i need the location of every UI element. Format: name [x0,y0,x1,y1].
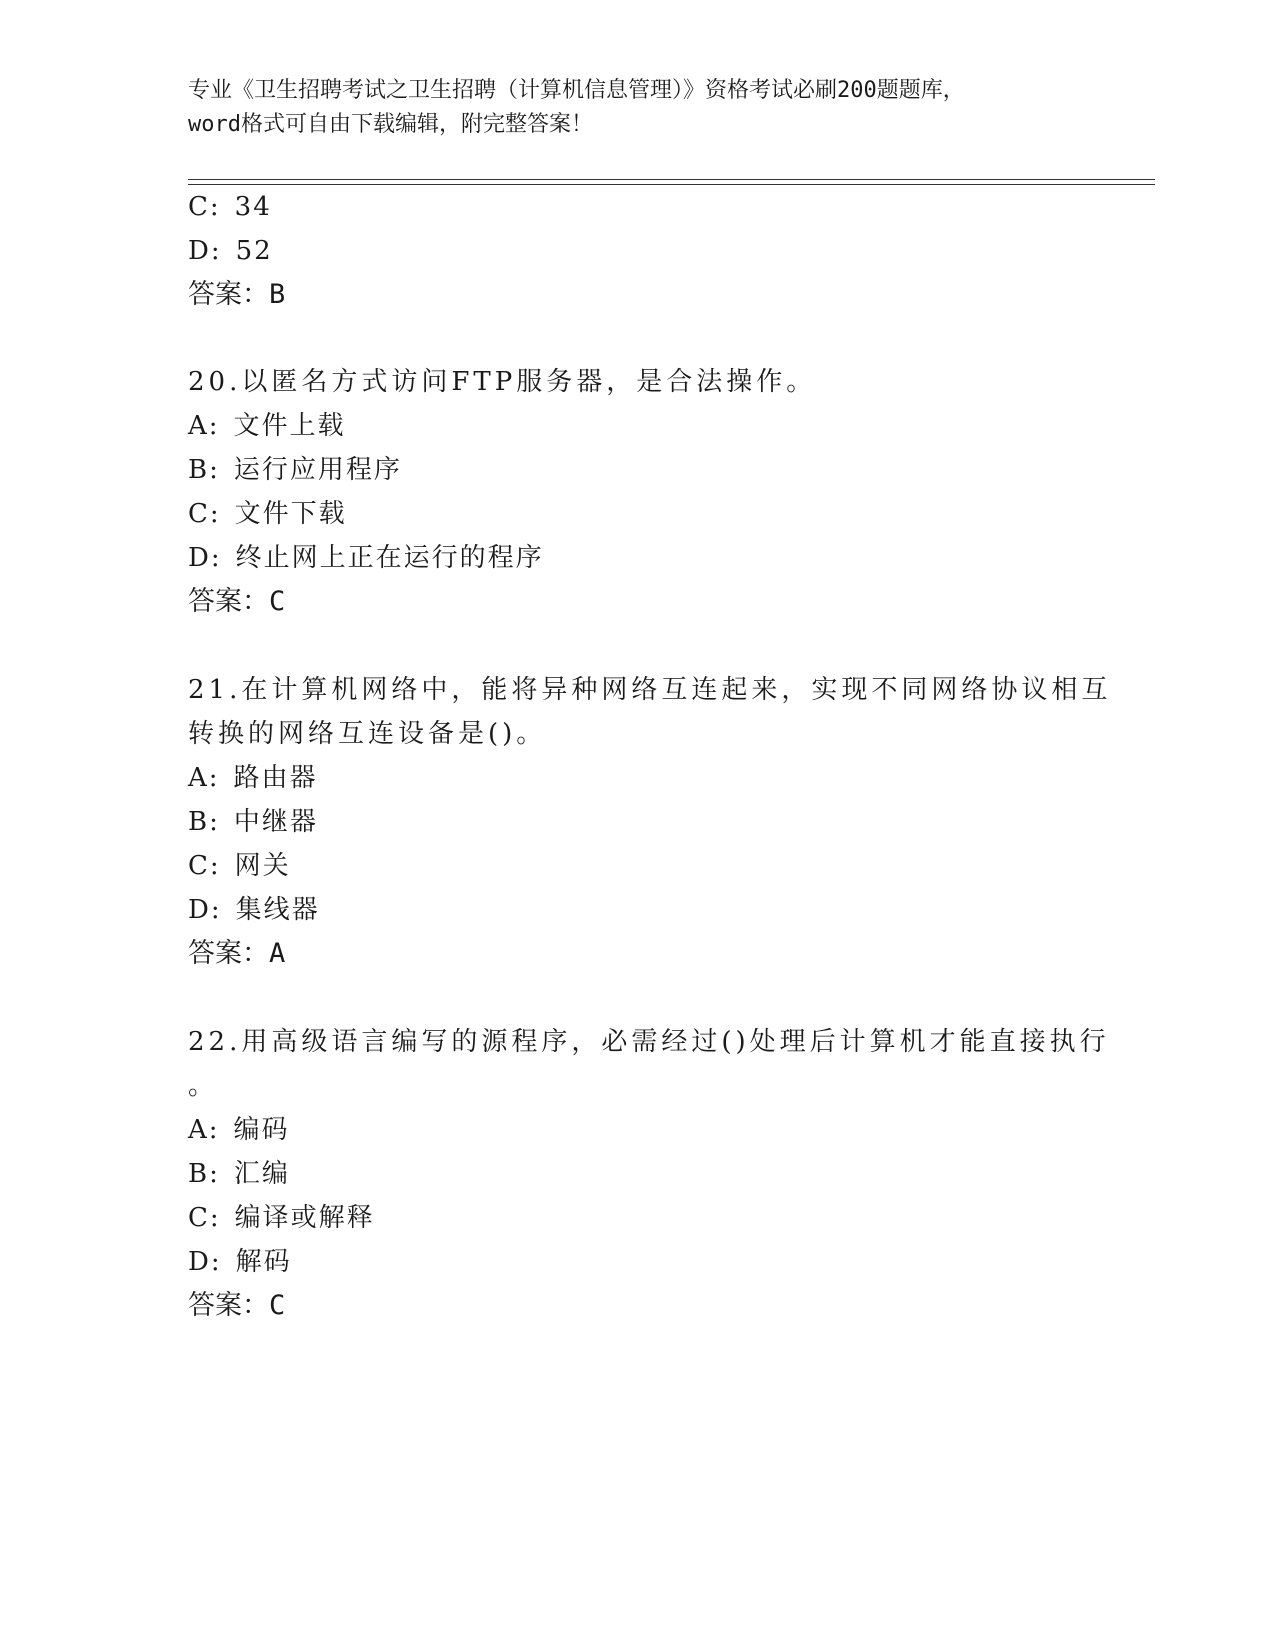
option-c: C: 34 [188,192,272,222]
option-b: B: 汇编 [188,1159,290,1189]
option-c: C: 文件下载 [188,499,347,529]
option-a: A: 编码 [188,1115,290,1145]
document-header [188,74,1088,142]
option-b: B: 运行应用程序 [188,455,402,485]
question-22-text-cont: 。 [188,1071,219,1101]
option-a: A: 文件上载 [188,411,346,441]
option-b: B: 中继器 [188,807,318,837]
option-d: D: 解码 [188,1247,292,1277]
question-21-text: 21.在计算机网络中，能将异种网络互连起来，实现不同网络协议相互 [188,675,1112,705]
question-21-text-cont: 转换的网络互连设备是()。 [188,719,547,749]
header-line-1: 专业《卫生招聘考试之卫生招聘（计算机信息管理）》资格考试必刷200题题库， [188,78,965,103]
option-d: D: 终止网上正在运行的程序 [188,543,544,573]
question-20-text: 20.以匿名方式访问FTP服务器，是合法操作。 [188,367,817,397]
answer-line: 答案：A [188,938,286,969]
option-c: C: 网关 [188,851,291,881]
answer-line: 答案：C [188,586,286,617]
option-d: D: 集线器 [188,895,320,925]
question-22-text: 22.用高级语言编写的源程序，必需经过()处理后计算机才能直接执行 [188,1027,1110,1057]
option-d: D: 52 [188,236,273,266]
option-a: A: 路由器 [188,763,318,793]
header-line-2: word格式可自由下载编辑，附完整答案！ [188,112,593,137]
answer-line: 答案：C [188,1290,286,1321]
option-c: C: 编译或解释 [188,1203,375,1233]
answer-line: 答案：B [188,279,286,310]
header-divider [188,179,1155,185]
